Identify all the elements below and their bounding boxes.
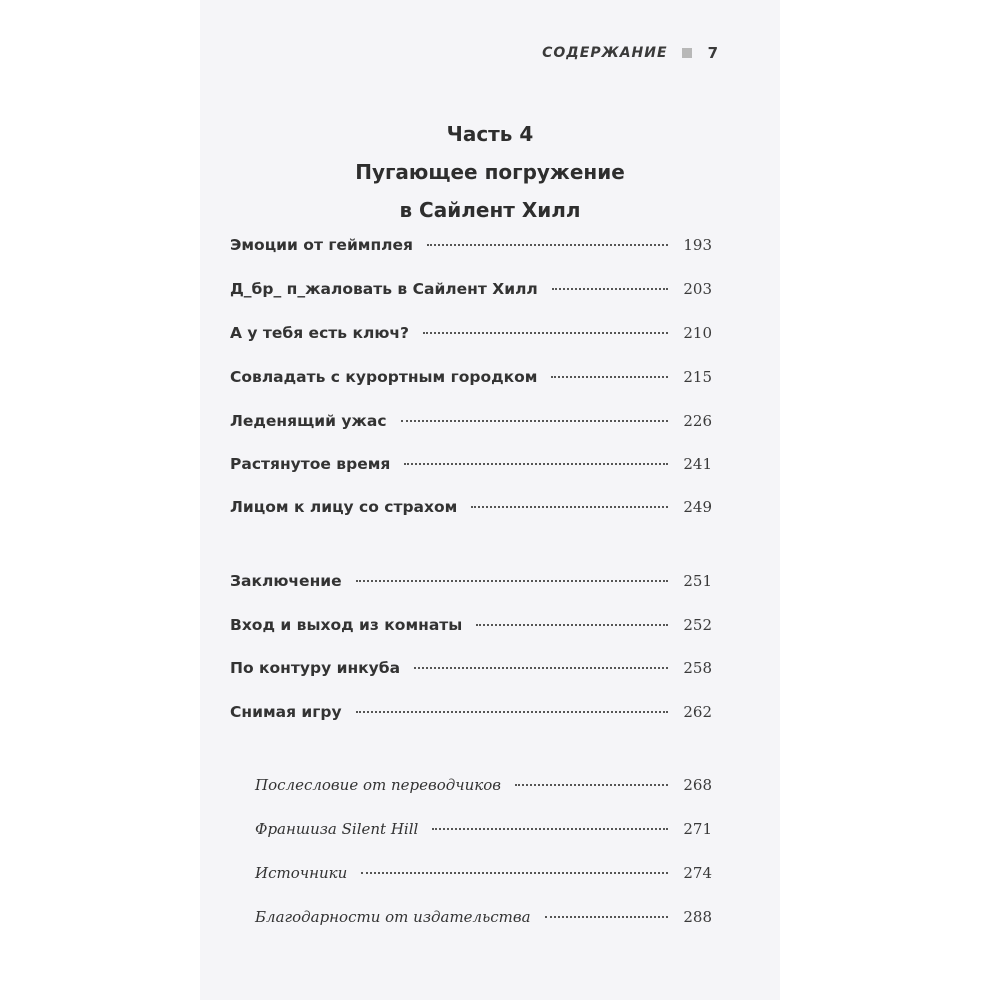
appendix-entry-page: 268 <box>683 776 712 794</box>
dot-leader <box>404 463 668 465</box>
toc-entry <box>230 236 712 254</box>
toc-entry-page: 193 <box>683 236 712 254</box>
dot-leader <box>545 916 668 918</box>
part-heading <box>200 115 780 229</box>
toc-entry-title: Снимая игру <box>230 703 342 721</box>
dot-leader <box>401 420 668 422</box>
appendix-entry-title: Франшиза Silent Hill <box>255 820 419 838</box>
toc-entry-title: Растянутое время <box>230 455 391 473</box>
toc-entry-title: Леденящий ужас <box>230 412 387 430</box>
appendix-entry <box>255 776 712 794</box>
toc-entry-page: 203 <box>683 280 712 298</box>
running-header-title: СОДЕРЖАНИЕ <box>542 45 668 61</box>
toc-entry <box>230 412 712 430</box>
part-number: Часть 4 <box>446 122 534 146</box>
appendix-entry-title: Благодарности от издательства <box>255 908 531 926</box>
appendix-entry-title: Послесловие от переводчиков <box>255 776 501 794</box>
dot-leader <box>515 784 668 786</box>
toc-entry-page: 249 <box>683 498 712 516</box>
dot-leader <box>432 828 668 830</box>
square-bullet-icon <box>682 48 692 58</box>
toc-entry-title: Заключение <box>230 572 342 590</box>
dot-leader <box>471 506 668 508</box>
dot-leader <box>423 332 668 334</box>
toc-entry-page: 210 <box>683 324 712 342</box>
appendix-entry <box>255 820 712 838</box>
toc-entry-page: 226 <box>683 412 712 430</box>
toc-entry-title: Эмоции от геймплея <box>230 236 413 254</box>
toc-entry <box>230 368 712 386</box>
dot-leader <box>476 624 668 626</box>
dot-leader <box>356 711 668 713</box>
toc-entry-title: Лицом к лицу со страхом <box>230 498 458 516</box>
toc-entry <box>230 280 712 298</box>
toc-entry <box>230 498 712 516</box>
appendix-entry <box>255 864 712 882</box>
toc-entry <box>230 703 712 721</box>
page-number: 7 <box>707 44 718 62</box>
toc-entry-page: 241 <box>683 455 712 473</box>
dot-leader <box>427 244 668 246</box>
appendix-entry-page: 288 <box>683 908 712 926</box>
part-title-line-1: Пугающее погружение <box>355 160 625 184</box>
dot-leader <box>361 872 668 874</box>
toc-entry-title: Д_бр_ п_жаловать в Сайлент Хилл <box>230 280 538 298</box>
dot-leader <box>414 667 668 669</box>
toc-entry <box>230 455 712 473</box>
toc-entry-title: Вход и выход из комнаты <box>230 616 463 634</box>
running-header <box>542 44 718 62</box>
book-page <box>200 0 780 1000</box>
appendix-entry-title: Источники <box>255 864 348 882</box>
appendix-entry-page: 274 <box>683 864 712 882</box>
toc-entry-page: 262 <box>683 703 712 721</box>
dot-leader <box>551 376 668 378</box>
toc-entry-page: 252 <box>683 616 712 634</box>
toc-entry-title: А у тебя есть ключ? <box>230 324 410 342</box>
dot-leader <box>356 580 668 582</box>
toc-entry-page: 258 <box>683 659 712 677</box>
part-title-line-2: в Сайлент Хилл <box>399 198 581 222</box>
toc-entry <box>230 659 712 677</box>
toc-entry-page: 251 <box>683 572 712 590</box>
toc-entry-page: 215 <box>683 368 712 386</box>
toc-entry <box>230 616 712 634</box>
toc-entry <box>230 324 712 342</box>
dot-leader <box>552 288 668 290</box>
toc-entry-title: Совладать с курортным городком <box>230 368 538 386</box>
toc-entry-title: По контуру инкуба <box>230 659 401 677</box>
toc-entry <box>230 572 712 590</box>
appendix-entry <box>255 908 712 926</box>
appendix-entry-page: 271 <box>683 820 712 838</box>
